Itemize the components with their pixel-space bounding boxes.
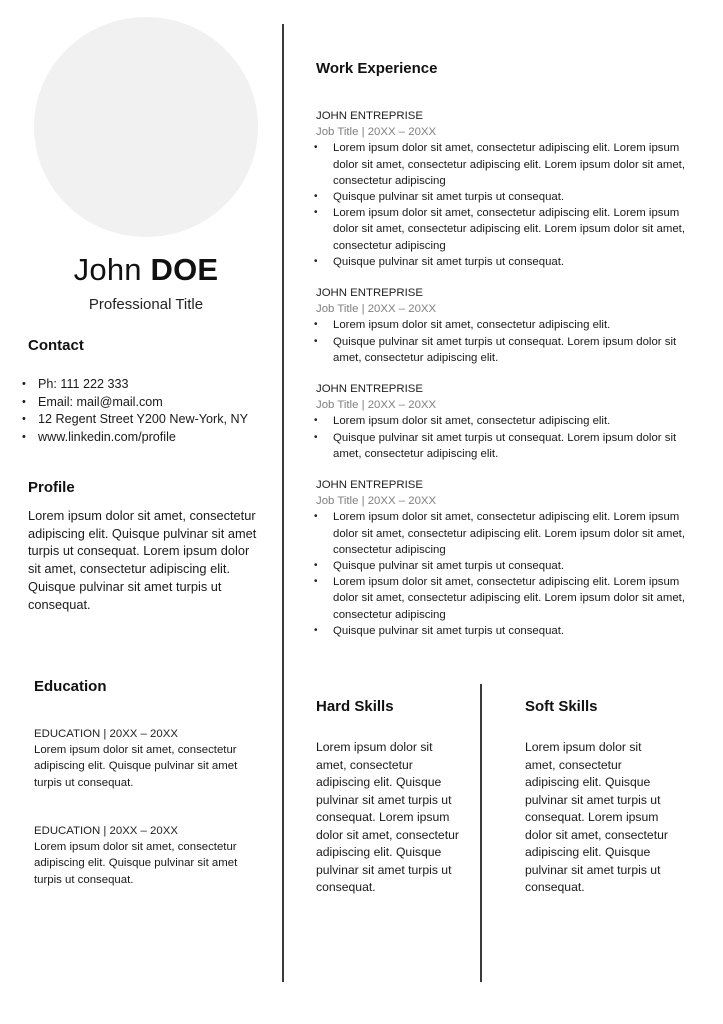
job-bullets (314, 317, 706, 366)
job-bullet: • Lorem ipsum dolor sit amet, consectetur adipiscing elit. Lorem ipsum dolor sit amet, consectetur adipiscing elit. Lorem ipsum dolor sit amet, consectetur adipiscing (314, 509, 706, 558)
job-bullet: • Quisque pulvinar sit amet turpis ut consequat. (314, 189, 706, 205)
job-entry (316, 381, 706, 462)
education-entry-header: EDUCATION | 20XX – 20XX (34, 728, 178, 740)
education-entry (34, 726, 258, 791)
job-bullet: • Quisque pulvinar sit amet turpis ut consequat. Lorem ipsum dolor sit amet, consectetur adipiscing elit. (314, 430, 706, 462)
job-bullet: • Lorem ipsum dolor sit amet, consectetur adipiscing elit. (314, 317, 706, 333)
soft-skills-heading: Soft Skills (525, 698, 598, 715)
education-entry-text: Lorem ipsum dolor sit amet, consectetur adipiscing elit. Quisque pulvinar sit amet turpis ut consequat. (34, 744, 238, 789)
hard-skills-heading: Hard Skills (316, 698, 394, 715)
job-bullet: • Lorem ipsum dolor sit amet, consectetur adipiscing elit. Lorem ipsum dolor sit amet, consectetur adipiscing elit. Lorem ipsum dolor sit amet, consectetur adipiscing (314, 140, 706, 189)
job-entry (316, 108, 706, 270)
job-bullet: • Lorem ipsum dolor sit amet, consectetur adipiscing elit. (314, 413, 706, 429)
profile-heading: Profile (28, 479, 75, 496)
education-entry (34, 823, 258, 888)
job-company: JOHN ENTREPRISE (316, 383, 423, 395)
job-bullet: • Lorem ipsum dolor sit amet, consectetur adipiscing elit. Lorem ipsum dolor sit amet, consectetur adipiscing elit. Lorem ipsum dolor sit amet, consectetur adipiscing (314, 205, 706, 254)
job-title-dates: Job Title | 20XX – 20XX (316, 303, 437, 316)
job-title-dates: Job Title | 20XX – 20XX (316, 495, 437, 508)
job-bullets (314, 509, 706, 639)
education-entry-header: EDUCATION | 20XX – 20XX (34, 825, 178, 837)
job-entry (316, 477, 706, 639)
job-company: JOHN ENTREPRISE (316, 110, 423, 122)
contact-phone: • Ph: 111 222 333 (22, 376, 248, 394)
job-title-dates: Job Title | 20XX – 20XX (316, 399, 437, 412)
contact-list (22, 376, 248, 446)
last-name: DOE (150, 252, 219, 287)
job-bullets (314, 140, 706, 270)
hard-skills-text: Lorem ipsum dolor sit amet, consectetur adipiscing elit. Quisque pulvinar sit amet turpis ut consequat. Lorem ipsum dolor sit amet, consectetur adipiscing elit. Quisque pulvinar sit amet turpis ut consequat. (316, 740, 459, 894)
job-bullet: • Quisque pulvinar sit amet turpis ut consequat. (314, 558, 706, 574)
professional-title: Professional Title (88, 296, 204, 313)
skills-divider (480, 684, 482, 982)
job-title-dates: Job Title | 20XX – 20XX (316, 126, 437, 139)
education-heading: Education (34, 678, 107, 695)
soft-skills-text: Lorem ipsum dolor sit amet, consectetur adipiscing elit. Quisque pulvinar sit amet turpis ut consequat. Lorem ipsum dolor sit amet, consectetur adipiscing elit. Quisque pulvinar sit amet turpis ut consequat. (525, 740, 668, 894)
job-bullet: • Quisque pulvinar sit amet turpis ut consequat. (314, 623, 706, 639)
job-entry (316, 285, 706, 366)
job-bullet: • Lorem ipsum dolor sit amet, consectetur adipiscing elit. Lorem ipsum dolor sit amet, consectetur adipiscing elit. Lorem ipsum dolor sit amet, consectetur adipiscing (314, 574, 706, 623)
job-bullet: • Quisque pulvinar sit amet turpis ut consequat. Lorem ipsum dolor sit amet, consectetur adipiscing elit. (314, 334, 706, 366)
job-bullet: • Quisque pulvinar sit amet turpis ut consequat. (314, 254, 706, 270)
work-experience-heading: Work Experience (316, 60, 438, 77)
job-company: JOHN ENTREPRISE (316, 479, 423, 491)
job-company: JOHN ENTREPRISE (316, 287, 423, 299)
first-name: John (73, 252, 142, 287)
job-bullets (314, 413, 706, 462)
column-divider (282, 24, 284, 982)
profile-photo-placeholder (34, 17, 258, 237)
contact-linkedin[interactable]: • www.linkedin.com/profile (22, 429, 248, 447)
candidate-name (40, 250, 252, 290)
education-entry-text: Lorem ipsum dolor sit amet, consectetur adipiscing elit. Quisque pulvinar sit amet turpis ut consequat. (34, 841, 238, 886)
contact-address: • 12 Regent Street Y200 New-York, NY (22, 411, 248, 429)
contact-heading: Contact (28, 337, 84, 354)
profile-text: Lorem ipsum dolor sit amet, consectetur adipiscing elit. Quisque pulvinar sit amet turpis ut consequat. Lorem ipsum dolor sit amet, consectetur adipiscing elit. Quisque pulvinar sit amet turpis ut consequat. (28, 508, 257, 612)
contact-email[interactable]: • Email: mail@mail.com (22, 394, 248, 412)
